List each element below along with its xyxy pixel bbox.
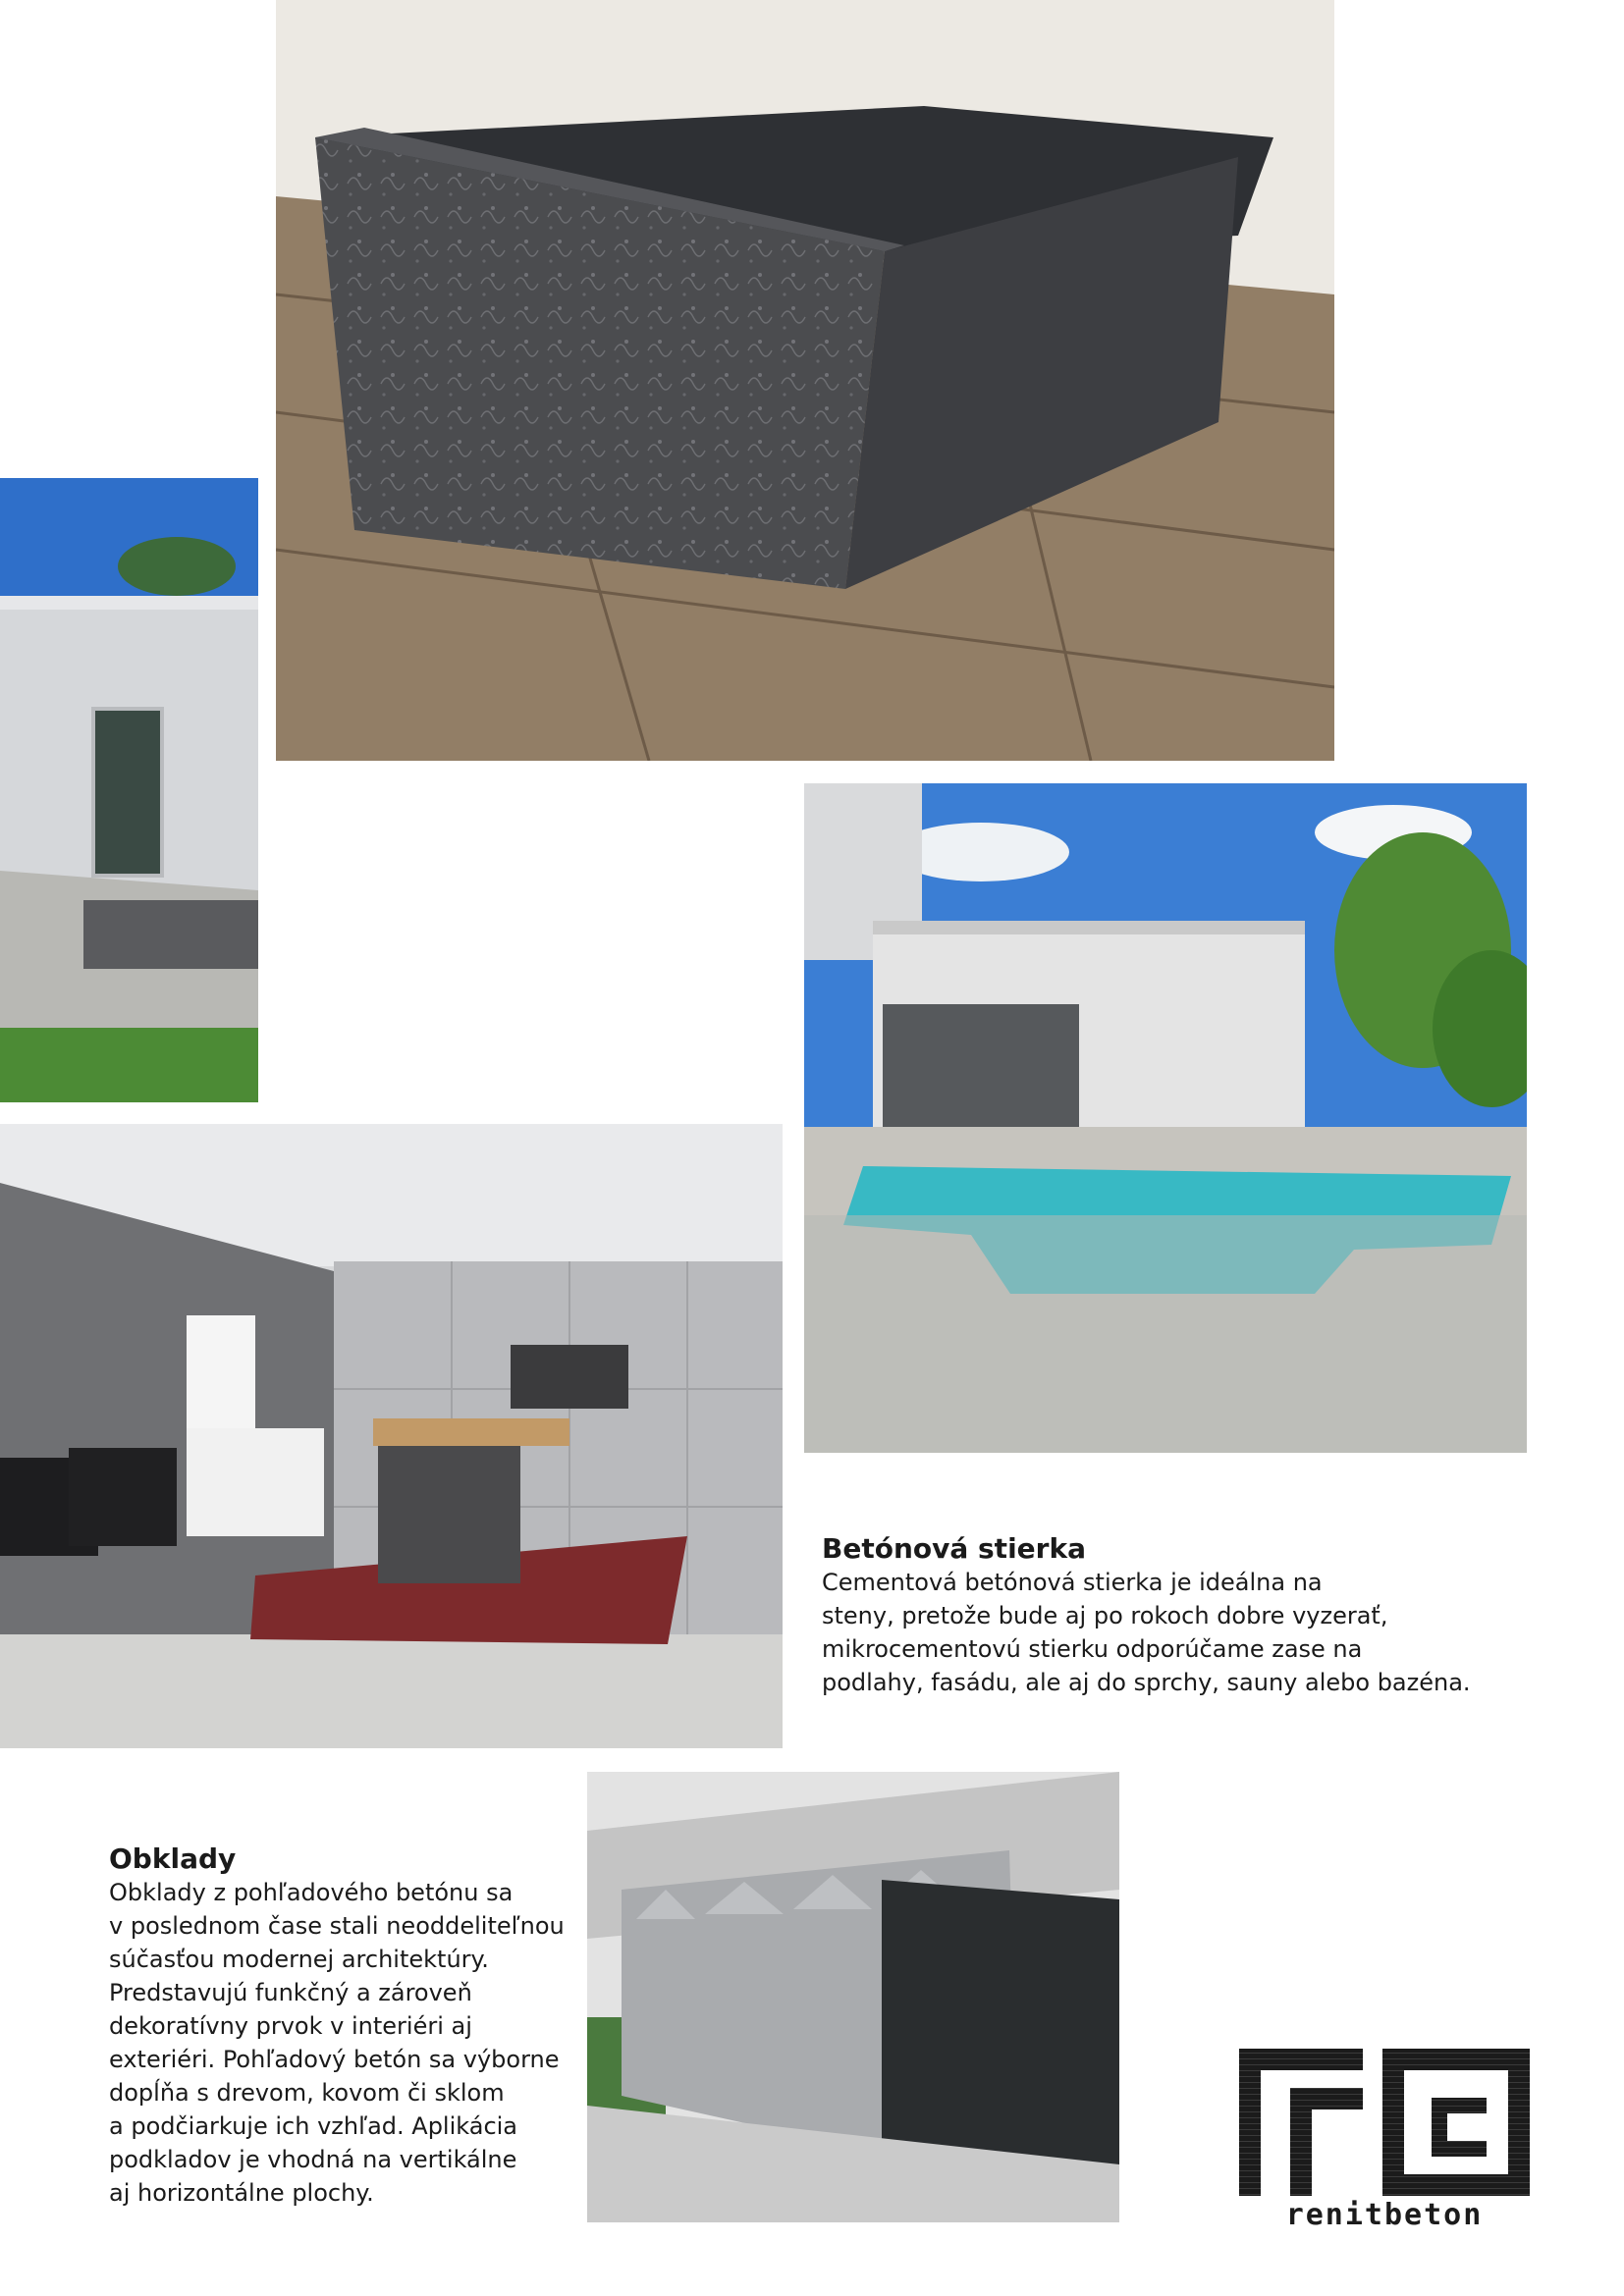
obklady-line: aj horizontálne plochy. bbox=[109, 2179, 374, 2207]
cladding-photo bbox=[587, 1772, 1119, 2222]
obklady-line: exteriéri. Pohľadový betón sa výborne bbox=[109, 2046, 560, 2073]
stierka-heading: Betónová stierka bbox=[822, 1532, 1086, 1565]
stierka-line: steny, pretože bude aj po rokoch dobre vyzerať, bbox=[822, 1602, 1388, 1629]
stierka-text bbox=[822, 1566, 1471, 1699]
obklady-line: dopĺňa s drevom, kovom či sklom bbox=[109, 2079, 505, 2107]
obklady-text bbox=[109, 1876, 565, 2210]
obklady-line: dekoratívny prvok v interiéri aj bbox=[109, 2012, 472, 2040]
stierka-line: podlahy, fasádu, ale aj do sprchy, sauny alebo bazéna. bbox=[822, 1669, 1471, 1696]
obklady-line: a podčiarkuje ich vzhľad. Aplikácia bbox=[109, 2112, 518, 2140]
interior-photo bbox=[0, 1124, 783, 1748]
obklady-line: Predstavujú funkčný a zároveň bbox=[109, 1979, 472, 2006]
obklady-line: Obklady z pohľadového betónu sa bbox=[109, 1879, 514, 1906]
stierka-line: Cementová betónová stierka je ideálna na bbox=[822, 1569, 1323, 1596]
obklady-line: podkladov je vhodná na vertikálne bbox=[109, 2146, 517, 2173]
obklady-line: súčasťou modernej architektúry. bbox=[109, 1946, 489, 1973]
renitbeton-logo bbox=[1239, 2049, 1530, 2233]
logo-wordmark: renitbeton bbox=[1285, 2198, 1484, 2232]
house-facade-photo bbox=[0, 478, 258, 1102]
stierka-section bbox=[822, 1532, 1471, 1699]
obklady-section bbox=[109, 1842, 565, 2210]
stierka-line: mikrocementovú stierku odporúčame zase na bbox=[822, 1635, 1363, 1663]
sink-photo bbox=[276, 0, 1334, 761]
pool-photo bbox=[804, 783, 1527, 1453]
obklady-heading: Obklady bbox=[109, 1842, 237, 1875]
obklady-line: v poslednom čase stali neoddeliteľnou bbox=[109, 1912, 565, 1940]
